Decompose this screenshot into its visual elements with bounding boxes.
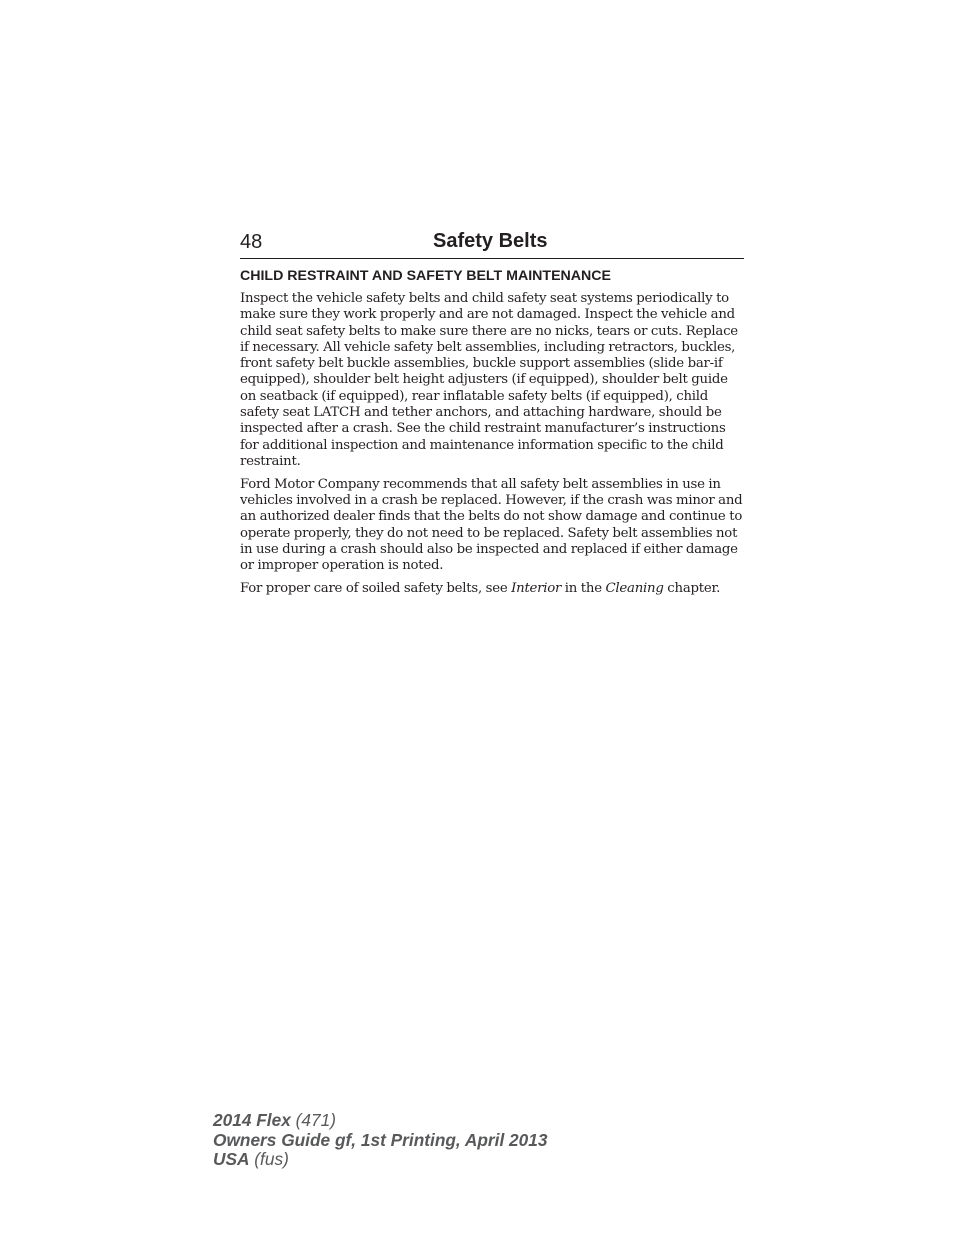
paragraph-cleaning <box>240 581 744 597</box>
chapter-title: Safety Belts <box>433 230 548 252</box>
page-number: 48 <box>240 231 263 253</box>
cleaning-text-before: For proper care of soiled safety belts, see <box>240 581 512 597</box>
page-content <box>240 266 744 604</box>
footer-model-code: (471) <box>290 1110 336 1130</box>
footer-market-code: (fus) <box>249 1149 289 1169</box>
reference-interior: Interior <box>511 581 562 597</box>
document-footer <box>213 1111 548 1170</box>
page-header <box>240 228 744 259</box>
footer-market: USA <box>213 1149 250 1169</box>
cleaning-text-middle: in the <box>561 581 606 597</box>
footer-model: 2014 Flex <box>213 1110 291 1130</box>
footer-model-line <box>213 1111 548 1131</box>
paragraph-replacement: Ford Motor Company recommends that all safety belt assemblies in use in vehicles involved in a crash be replaced. However, if the crash was minor and an authorized dealer finds that the belts do not show damage and continue to operate properly, they do not need to be replaced. Safety belt assemblies not in use during a crash should also be inspected and replaced if either damage or improper operation is noted. <box>240 476 743 574</box>
paragraph-inspection: Inspect the vehicle safety belts and child safety seat systems periodically to make sure they work properly and are not damaged. Inspect the vehicle and child seat safety belts to make sure there are no nicks, tears or cuts. Replace if necessary. All vehicle safety belt assemblies, including retractors, buckles, front safety belt buckle assemblies, buckle support assemblies (slide bar-if equipped), shoulder belt height adjusters (if equipped), shoulder belt guide on seatback (if equipped), rear inflatable safety belts (if equipped), child safety seat LATCH and tether anchors, and attaching hardware, should be inspected after a crash. See the child restraint manufacturer’s instructions for additional inspection and maintenance information specific to the child restraint. <box>240 291 738 469</box>
cleaning-text-after: chapter. <box>663 581 721 597</box>
section-heading: CHILD RESTRAINT AND SAFETY BELT MAINTENANCE <box>240 268 611 284</box>
footer-market-line <box>213 1150 548 1170</box>
footer-printing-line: Owners Guide gf, 1st Printing, April 2013 <box>213 1129 548 1150</box>
reference-cleaning: Cleaning <box>605 581 664 597</box>
